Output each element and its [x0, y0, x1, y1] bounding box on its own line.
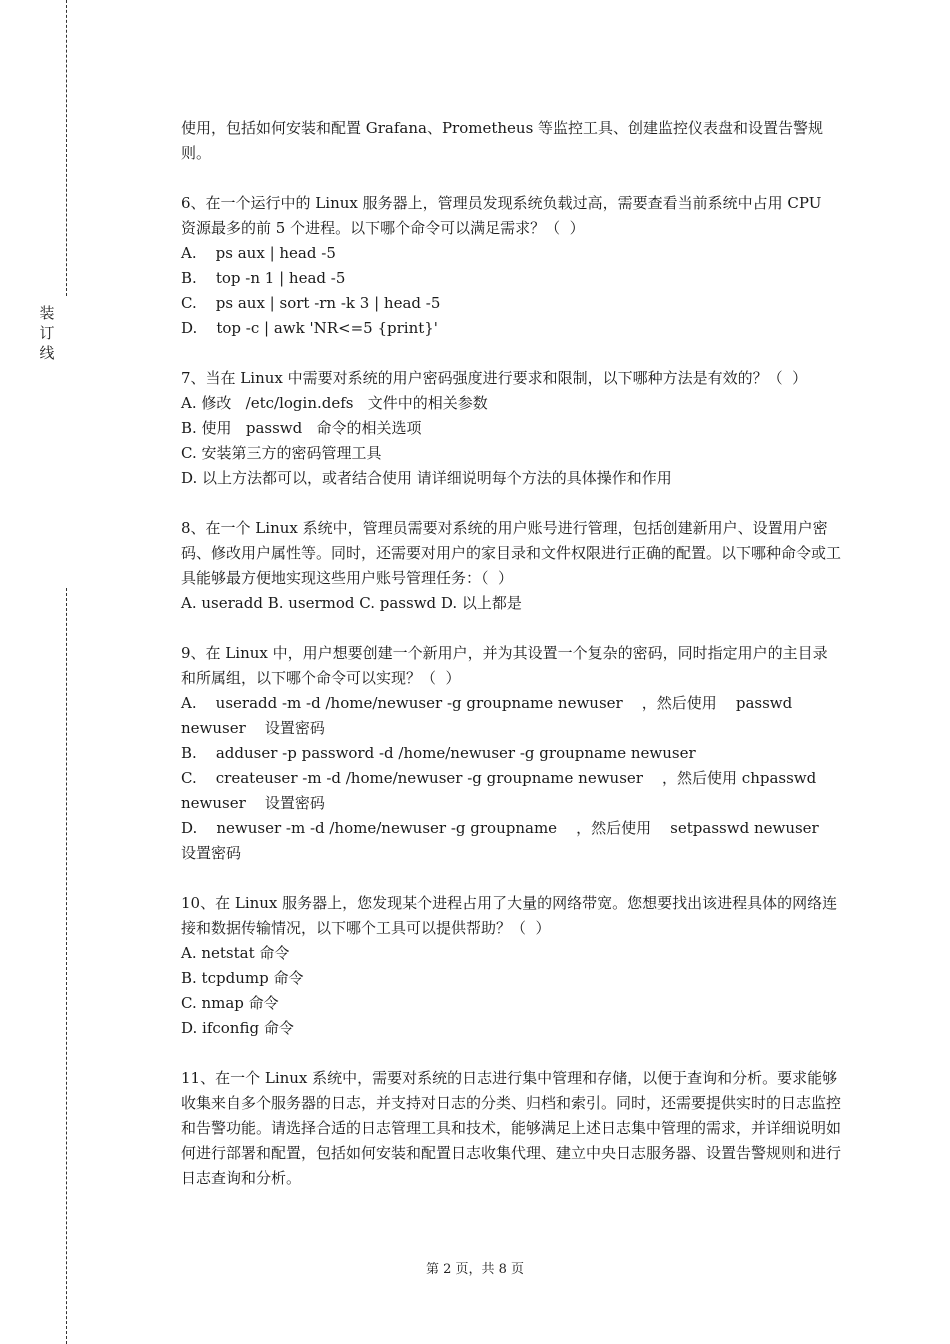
- option-c: C. createuser -m -d /home/newuser -g groupname newuser ，然后使用 chpasswd newuser 设置密码: [181, 769, 822, 812]
- binding-line-bottom: [66, 588, 67, 1344]
- binding-char: 订: [39, 324, 55, 342]
- option-d: D. ifconfig 命令: [181, 1019, 294, 1037]
- option-a: A. useradd -m -d /home/newuser -g groupname newuser ，然后使用 passwd newuser 设置密码: [181, 694, 798, 737]
- question-6: [181, 191, 841, 341]
- question-text: 9、在 Linux 中，用户想要创建一个新用户，并为其设置一个复杂的密码，同时指定用户的主目录和所属组，以下哪个命令可以实现？（ ）: [181, 644, 828, 687]
- option-c: C. ps aux | sort -rn -k 3 | head -5: [181, 294, 441, 312]
- option-a: A. ps aux | head -5: [181, 244, 336, 262]
- question-text: 11、在一个 Linux 系统中，需要对系统的日志进行集中管理和存储，以便于查询和分析。要求能够收集来自多个服务器的日志，并支持对日志的分类、归档和索引。同时，还需要提供实时的日志监控和告警功能。请选择合适的日志管理工具和技术，能够满足上述日志集中管理的需求，并详细说明如何进行部署和配置，包括如何安装和配置日志收集代理、建立中央日志服务器、设置告警规则和进行日志查询和分析。: [181, 1069, 842, 1187]
- option-a: A. 修改 /etc/login.defs 文件中的相关参数: [181, 394, 488, 412]
- option-d: D. top -c | awk 'NR<=5 {print}': [181, 319, 438, 337]
- option-b: B. tcpdump 命令: [181, 969, 304, 987]
- question-9: [181, 641, 841, 866]
- option-b: B. top -n 1 | head -5: [181, 269, 346, 287]
- options-line: A. useradd B. usermod C. passwd D. 以上都是: [181, 594, 522, 612]
- question-8: [181, 516, 841, 616]
- continuation-paragraph: 使用，包括如何安装和配置 Grafana、Prometheus 等监控工具、创建监控仪表盘和设置告警规则。: [181, 119, 824, 162]
- question-text: 8、在一个 Linux 系统中，管理员需要对系统的用户账号进行管理，包括创建新用户、设置用户密码、修改用户属性等。同时，还需要对用户的家目录和文件权限进行正确的配置。以下哪种命令或工具能够最方便地实现这些用户账号管理任务：（ ）: [181, 519, 842, 587]
- binding-char: 装: [39, 304, 55, 322]
- option-b: B. adduser -p password -d /home/newuser -g groupname newuser: [181, 744, 696, 762]
- option-c: C. nmap 命令: [181, 994, 279, 1012]
- question-text: 6、在一个运行中的 Linux 服务器上，管理员发现系统负载过高，需要查看当前系统中占用 CPU 资源最多的前 5 个进程。以下哪个命令可以满足需求？（ ）: [181, 194, 827, 237]
- question-text: 7、当在 Linux 中需要对系统的用户密码强度进行要求和限制，以下哪种方法是有效的？（ ）: [181, 369, 808, 387]
- question-10: [181, 891, 841, 1041]
- option-d: D. 以上方法都可以，或者结合使用 请详细说明每个方法的具体操作和作用: [181, 469, 672, 487]
- question-11: [181, 1066, 841, 1191]
- option-d: D. newuser -m -d /home/newuser -g groupname ，然后使用 setpasswd newuser 设置密码: [181, 819, 838, 862]
- question-7: [181, 366, 841, 491]
- page-number: 第 2 页，共 8 页: [425, 1262, 525, 1277]
- page-content: [181, 116, 841, 1191]
- binding-char: 线: [39, 344, 55, 362]
- option-b: B. 使用 passwd 命令的相关选项: [181, 419, 422, 437]
- option-a: A. netstat 命令: [181, 944, 290, 962]
- option-c: C. 安装第三方的密码管理工具: [181, 444, 382, 462]
- binding-line-top: [66, 0, 67, 296]
- question-text: 10、在 Linux 服务器上，您发现某个进程占用了大量的网络带宽。您想要找出该进程具体的网络连接和数据传输情况，以下哪个工具可以提供帮助？（ ）: [181, 894, 838, 937]
- binding-label: [38, 303, 56, 363]
